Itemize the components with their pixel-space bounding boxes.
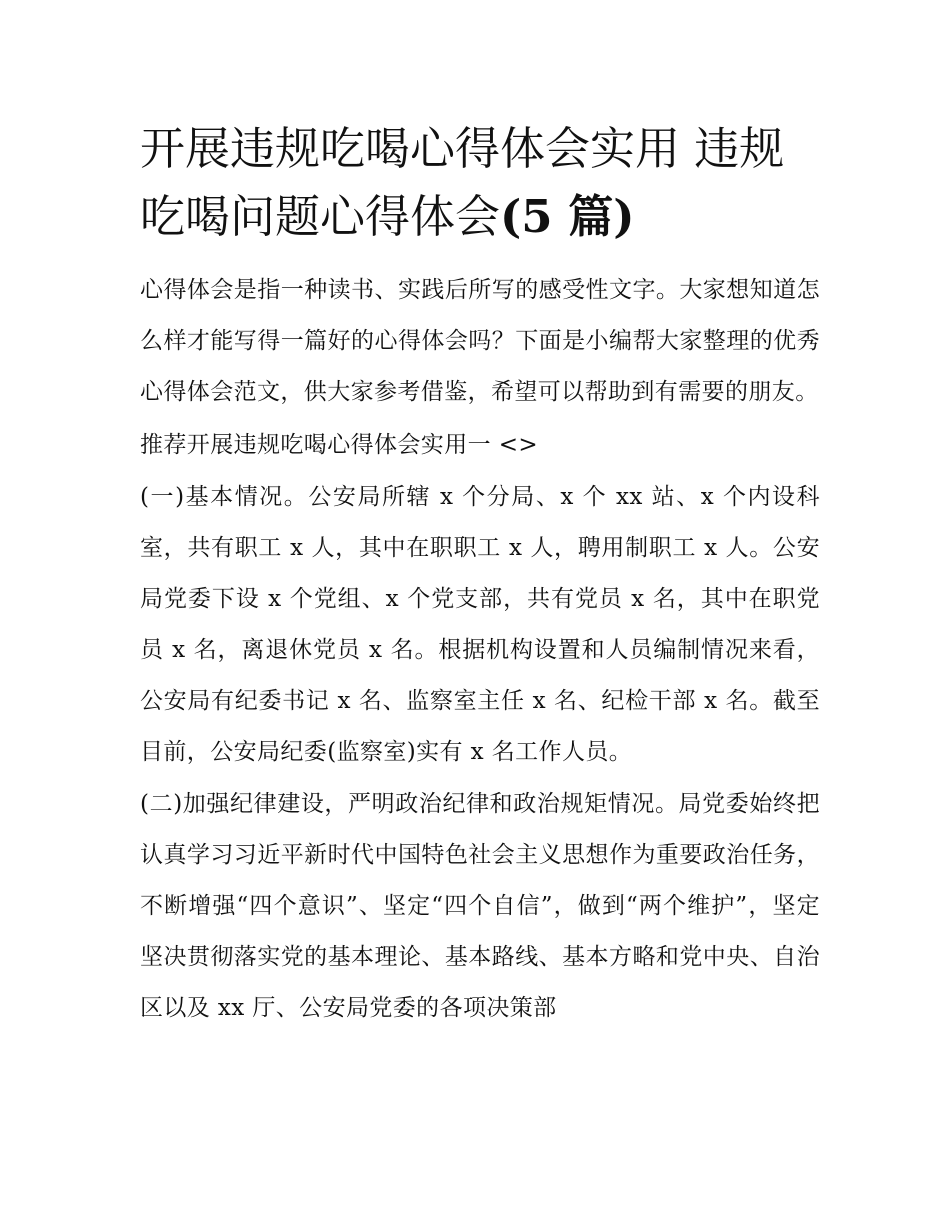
discipline-paragraph: (二)加强纪律建设，严明政治纪律和政治规矩情况。局党委始终把认真学习习近平新时代中国特色社会主义思想作为重要政治任务，不断增强“四个意识”、坚定“四个自信”，做到“两个维护”，坚定坚决贯彻落实党的基本理论、基本路线、基本方略和党中央、自治区以及 xx 厅、公安局党委的各项决策部 — [140, 791, 820, 1021]
basic-situation-paragraph: (一)基本情况。公安局所辖 x 个分局、x 个 xx 站、x 个内设科室，共有职工 x 人，其中在职职工 x 人，聘用制职工 x 人。公安局党委下设 x 个党组、x 个党支部，共有党员 x 名，其中在职党员 x 名，离退休党员 x 名。根据机构设置和人员编制情况来看，公安局有纪委书记 x 名、监察室主任 x 名、纪检干部 x 名。截至目前，公安局纪委(监察室)实有 x 名工作人员。 — [140, 484, 820, 765]
document-title-count: (5 篇) — [500, 190, 635, 243]
document-body — [140, 115, 820, 1034]
document-title — [140, 115, 820, 251]
document-title-main: 开展违规吃喝心得体会实用 违规吃喝问题心得体会 — [140, 122, 785, 243]
section-heading: 推荐开展违规吃喝心得体会实用一 <> — [140, 432, 539, 458]
intro-paragraph: 心得体会是指一种读书、实践后所写的感受性文字。大家想知道怎么样才能写得一篇好的心得体会吗？下面是小编帮大家整理的优秀心得体会范文，供大家参考借鉴，希望可以帮助到有需要的朋友。 — [140, 277, 820, 405]
